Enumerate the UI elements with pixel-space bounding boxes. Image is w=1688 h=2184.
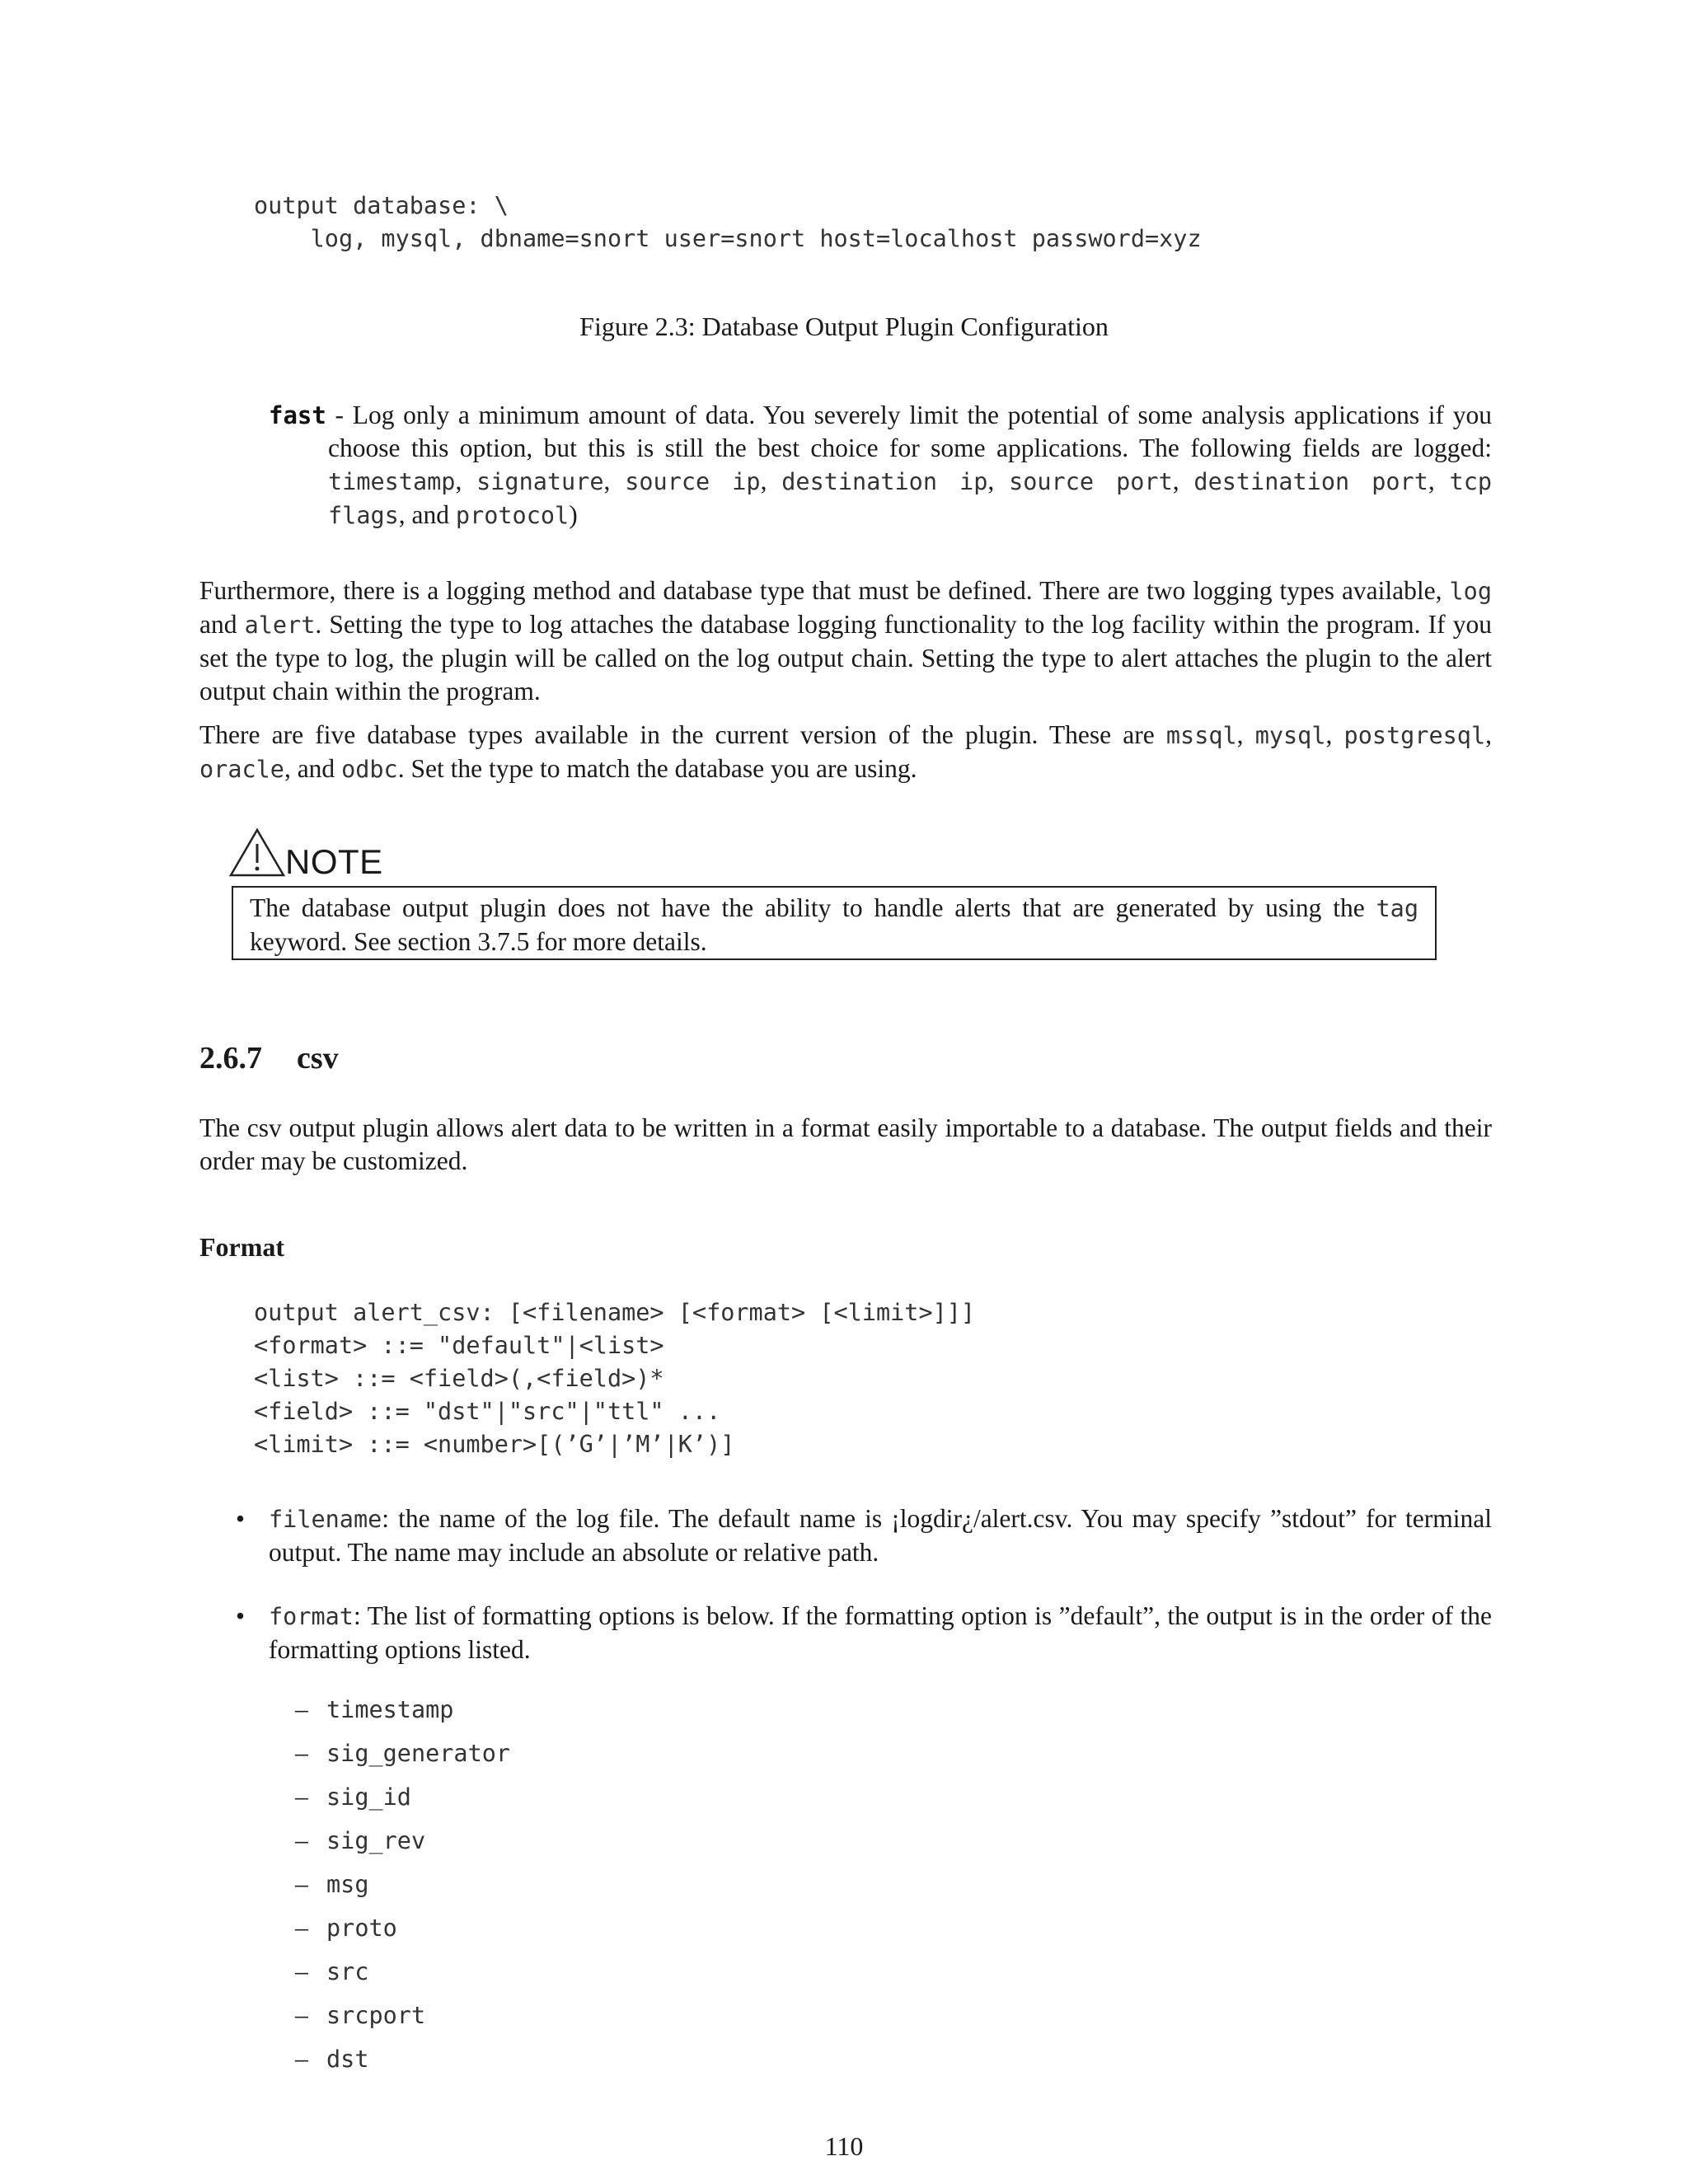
dash-icon: –: [295, 1782, 308, 1811]
text: . Set the type to match the database you are using.: [397, 754, 917, 783]
field-destination-port: destination port: [1193, 468, 1428, 495]
format-options-list: [295, 1693, 510, 2086]
text: , and: [284, 754, 342, 783]
list-item: [295, 1693, 510, 1736]
code-mssql: mssql: [1165, 722, 1237, 749]
code-mysql: mysql: [1254, 722, 1326, 749]
dash-icon: –: [295, 1825, 308, 1854]
separator: ,: [1428, 466, 1450, 495]
bullet-format: [236, 1600, 1492, 1666]
list-item: [295, 1999, 510, 2042]
list-item: [295, 1824, 510, 1868]
bullet-icon: •: [236, 1601, 246, 1630]
code-block-format: [254, 1296, 975, 1461]
list-item: [295, 1780, 510, 1824]
section-number: 2.6.7: [199, 1041, 262, 1076]
option-text: msg: [326, 1871, 369, 1898]
figure-caption: Figure 2.3: Database Output Plugin Configuration: [579, 312, 1109, 341]
paragraph-logging-types: [199, 574, 1492, 708]
code-line: log, mysql, dbname=snort user=snort host=localhost password=xyz: [254, 225, 1202, 252]
code-alert: alert: [244, 612, 316, 639]
note-label: NOTE: [285, 842, 383, 881]
list-item: [295, 1911, 510, 1955]
code-block-database-config: [254, 190, 1202, 255]
dash-icon: –: [295, 1957, 308, 1985]
code-line: <list> ::= <field>(,<field>)*: [254, 1365, 664, 1392]
text: The database output plugin does not have the ability to handle alerts that are generated by using the: [250, 893, 1376, 922]
separator: ,: [1236, 720, 1255, 749]
code-line: <limit> ::= <number>[(’G’|’M’|K’)]: [254, 1431, 735, 1458]
code-format: format: [269, 1603, 354, 1630]
option-text: sig_rev: [326, 1827, 426, 1854]
section-title: csv: [297, 1041, 339, 1076]
separator: ,: [1172, 466, 1194, 495]
field-source-port: source port: [1009, 468, 1173, 495]
option-text: timestamp: [326, 1696, 454, 1723]
code-log: log: [1449, 578, 1492, 605]
code-filename: filename: [269, 1506, 382, 1533]
field-protocol: protocol: [455, 502, 570, 529]
separator: ,: [760, 466, 782, 495]
option-text: sig_generator: [326, 1740, 511, 1767]
list-item: [295, 1955, 510, 1999]
option-text: sig_id: [326, 1783, 411, 1811]
fast-text: - Log only a minimum amount of data. You severely limit the potential of some analysis applications if you choose this option, but this is still the best choice for some applications. The following fields are logged:: [326, 401, 1492, 462]
dash-icon: –: [295, 1738, 308, 1767]
separator: ,: [987, 466, 1010, 495]
text: : the name of the log file. The default name is ¡logdir¿/alert.csv. You may specify ”stdout” for terminal output. The name may include an absolute or relative path.: [269, 1504, 1492, 1567]
code-line: <format> ::= "default"|<list>: [254, 1332, 664, 1359]
section-heading: [199, 1038, 339, 1078]
page-number: 110: [824, 2131, 864, 2161]
closing-paren: ): [569, 500, 578, 529]
fast-keyword: fast: [269, 401, 326, 429]
field-source-ip: source ip: [625, 468, 761, 495]
bullet-icon: •: [236, 1504, 246, 1533]
list-item: [295, 1736, 510, 1780]
text: Furthermore, there is a logging method and database type that must be defined. There are two logging types available,: [199, 576, 1450, 605]
text: There are five database types available in the current version of the plugin. These are: [199, 720, 1166, 749]
text: . Setting the type to log attaches the database logging functionality to the log facility within the program. If you set the type to log, the plugin will be called on the log output chain. Setting the type to alert attaches the plugin to the alert output chain within the program.: [199, 610, 1493, 705]
code-oracle: oracle: [199, 756, 284, 783]
text: keyword. See section 3.7.5 for more details.: [250, 927, 707, 956]
dash-icon: –: [295, 1913, 308, 1942]
separator: ,: [455, 466, 477, 495]
paragraph-database-types: [199, 719, 1492, 786]
separator: ,: [1485, 720, 1492, 749]
text: : The list of formatting options is below. If the formatting option is ”default”, the output is in the order of the formatting options listed.: [269, 1601, 1492, 1664]
dash-icon: –: [295, 1869, 308, 1898]
separator: ,: [603, 466, 626, 495]
text: and: [199, 610, 245, 639]
option-text: src: [326, 1958, 369, 1985]
code-postgresql: postgresql: [1343, 722, 1486, 749]
option-text: proto: [326, 1915, 397, 1942]
paragraph-csv-intro: The csv output plugin allows alert data to be written in a format easily importable to a database. The output fields and their order may be customized.: [199, 1113, 1492, 1175]
field-destination-ip: destination ip: [781, 468, 988, 495]
field-signature: signature: [476, 468, 604, 495]
bullet-filename: [236, 1502, 1492, 1569]
code-tag: tag: [1376, 895, 1418, 922]
dash-icon: –: [295, 1694, 308, 1723]
code-line: output alert_csv: [<filename> [<format> [<limit>]]]: [254, 1299, 976, 1326]
dash-icon: –: [295, 2000, 308, 2029]
option-text: srcport: [326, 2002, 426, 2029]
fast-description: [269, 399, 1492, 532]
warning-icon: [229, 827, 285, 879]
list-item: [295, 2042, 510, 2086]
code-odbc: odbc: [341, 756, 398, 783]
option-text: dst: [326, 2046, 369, 2073]
separator: , and: [398, 500, 456, 529]
dash-icon: –: [295, 2044, 308, 2073]
note-box: [232, 886, 1437, 960]
separator: ,: [1325, 720, 1344, 749]
subsection-heading-format: Format: [199, 1232, 285, 1262]
field-timestamp: timestamp: [328, 468, 456, 495]
list-item: [295, 1868, 510, 1911]
field-tcp-flags: tcp flags: [328, 468, 1493, 529]
code-line: output database: \: [254, 192, 509, 219]
code-line: <field> ::= "dst"|"src"|"ttl" ...: [254, 1398, 721, 1425]
